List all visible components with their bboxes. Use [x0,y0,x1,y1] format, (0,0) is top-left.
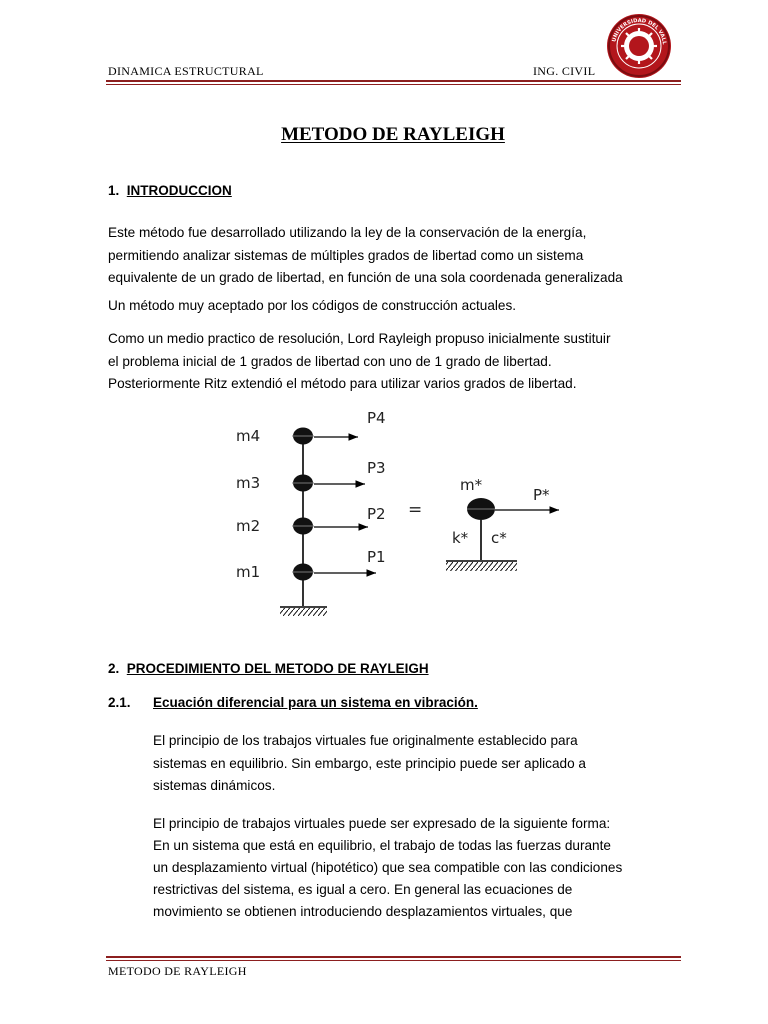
subsection-2-1-title: Ecuación diferencial para un sistema en vibración. [153,695,478,710]
procedure-paragraph-2 [153,813,622,923]
seal-text: UNIVERSIDAD DEL VALL [611,17,667,45]
text-line: movimiento se obtienen introduciendo desplazamientos virtuales, que [153,904,573,919]
header-rule [106,80,681,82]
text-line: El principio de los trabajos virtuales fue originalmente establecido para [153,733,578,748]
force-label-p4: P4 [367,409,386,427]
section-2-title: PROCEDIMIENTO DEL METODO DE RAYLEIGH [126,661,429,676]
mass-node-3 [292,475,365,492]
text-line: El principio de trabajos virtuales puede ser expresado de la siguiente forma: [153,816,611,831]
subsection-2-1-number: 2.1. [108,695,131,710]
section-1-title: INTRODUCCION [126,183,232,198]
intro-paragraph-1 [108,222,623,290]
footer-text: METODO DE RAYLEIGH [108,964,247,978]
seal-icon [607,14,671,78]
text-line: En un sistema que está en equilibrio, el trabajo de todas las fuerzas durante [153,838,611,853]
text-line: restrictivas del sistema, es igual a cero. En general las ecuaciones de [153,882,573,897]
text-line: permitiendo analizar sistemas de múltiples grados de libertad como un sistema [108,247,584,263]
text-line: equivalente de un grado de libertad, en función de una sola coordenada generalizada [108,270,623,285]
mass-node-4 [292,428,358,445]
text-line: sistemas en equilibrio. Sin embargo, este principio puede ser aplicado a [153,755,586,771]
procedure-paragraph-1 [153,730,586,798]
header-right: ING. CIVIL [533,64,596,78]
text-line: el problema inicial de 1 grados de libertad con uno de 1 grado de libertad. [108,353,552,369]
section-2-heading [108,661,429,676]
equiv-ground-hatch [446,562,517,571]
mdof-ground-hatch [280,608,327,616]
equiv-damping-label: c* [491,529,507,547]
mass-node-1 [292,564,376,581]
equiv-mass-label: m* [460,476,483,494]
university-seal-logo [607,14,671,78]
equiv-force-label: P* [533,486,550,504]
equiv-stiffness-label: k* [452,529,469,547]
header-rule-thin [106,84,681,85]
text-line: Este método fue desarrollado utilizando la ley de la conservación de la energía, [108,225,587,240]
intro-paragraph-2 [108,295,516,318]
text-line: Un método muy aceptado por los códigos de construcción actuales. [108,298,517,313]
page-title: METODO DE RAYLEIGH [281,124,505,145]
mass-label-m1: m1 [236,563,261,581]
footer-rule [106,956,681,958]
text-line: Como un medio practico de resolución, Lord Rayleigh propuso inicialmente sustituir [108,331,611,346]
rayleigh-diagram [228,400,578,625]
force-label-p3: P3 [367,459,386,477]
footer-rule-thin [106,960,681,961]
section-1-number: 1. [108,183,120,198]
mass-label-m2: m2 [236,517,261,535]
equals-sign: = [408,500,423,520]
text-line: Posteriormente Ritz extendió el método para utilizar varios grados de libertad. [108,376,577,391]
force-label-p2: P2 [367,505,386,523]
mass-node-2 [292,518,368,535]
header-left: DINAMICA ESTRUCTURAL [108,64,264,78]
force-label-p1: P1 [367,548,386,566]
section-1-heading [108,183,232,198]
subsection-2-1-heading [153,695,478,710]
text-line: un desplazamiento virtual (hipotético) que sea compatible con las condiciones [153,860,623,875]
section-2-number: 2. [108,661,120,676]
mass-label-m3: m3 [236,474,261,492]
intro-paragraph-3 [108,328,610,396]
mass-label-m4: m4 [236,427,261,445]
text-line: sistemas dinámicos. [153,778,276,793]
